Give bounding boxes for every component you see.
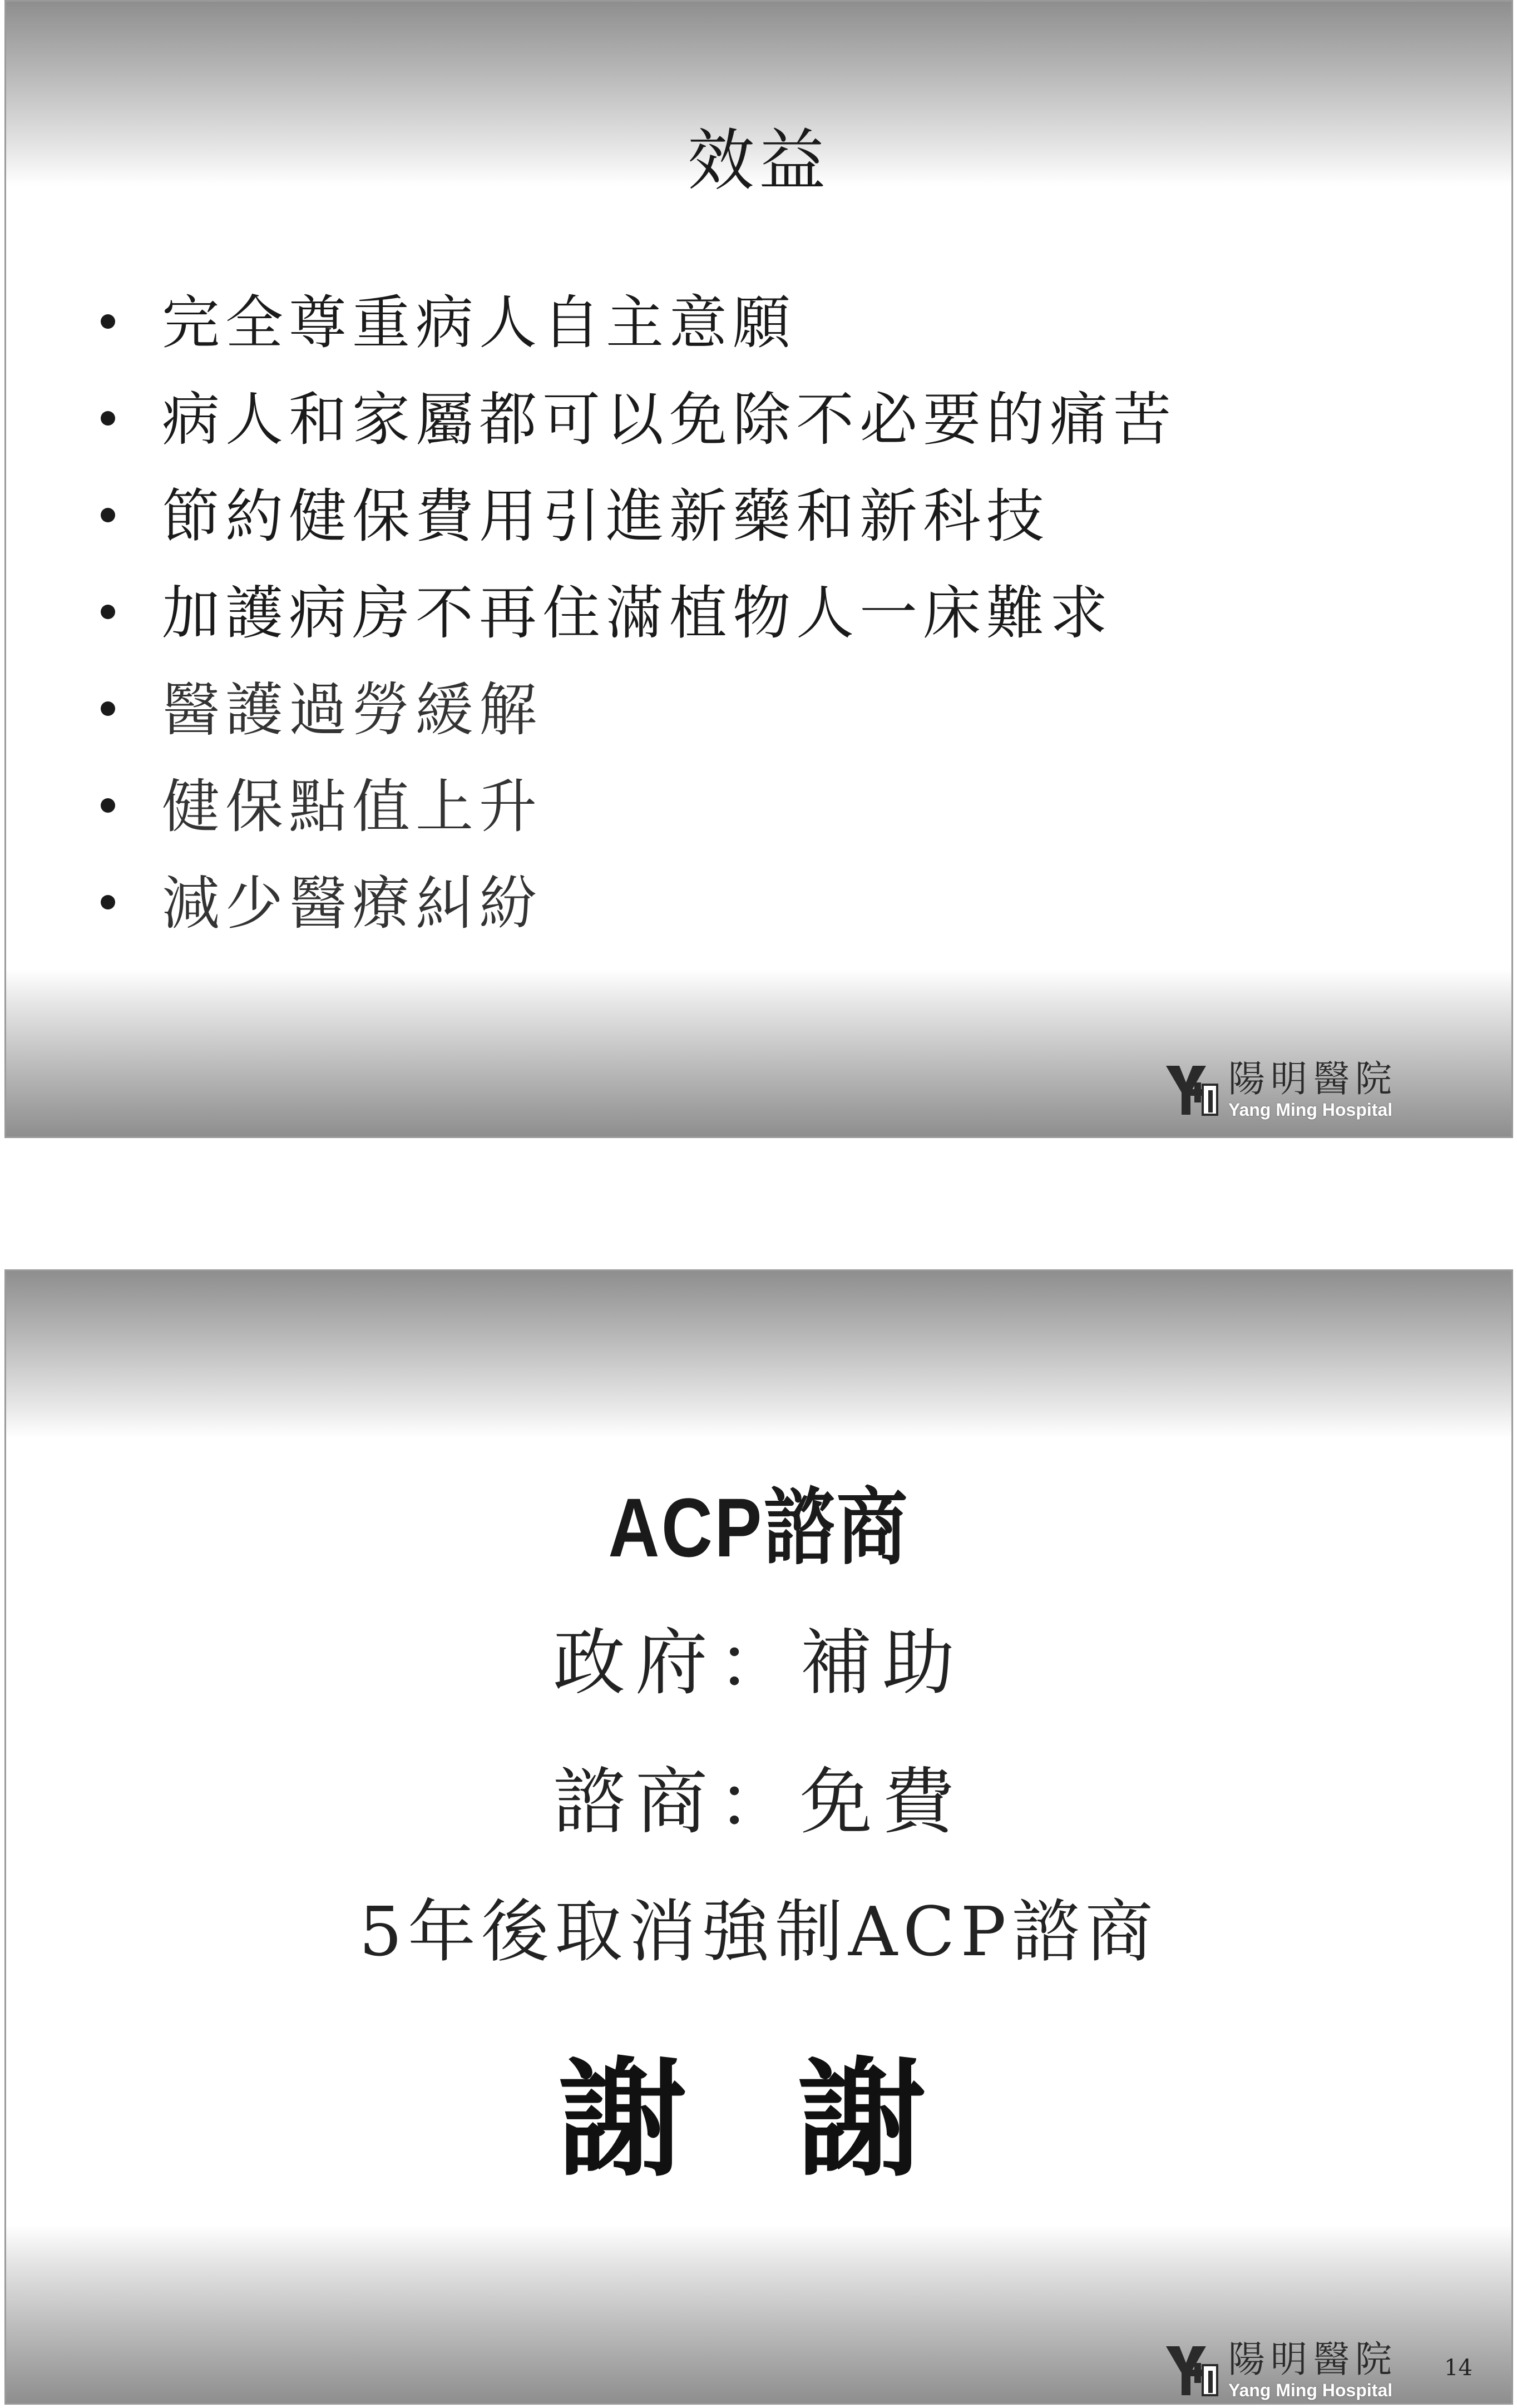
bullet-icon	[101, 605, 115, 619]
list-item	[101, 758, 1177, 855]
bullet-icon	[101, 508, 115, 522]
hospital-logo-icon	[1163, 2341, 1220, 2399]
slide-benefits	[4, 0, 1513, 1138]
bullet-icon	[101, 701, 115, 716]
policy-line: 5年後取消強制ACP諮商	[359, 1892, 1159, 1971]
bullet-icon	[101, 314, 115, 329]
thank-you-text: 謝 謝	[558, 2046, 960, 2194]
government-subsidy-line: 政府：補助	[552, 1620, 965, 1705]
logo-text	[1228, 1059, 1397, 1120]
logo-name-cn: 陽明醫院	[1228, 2338, 1397, 2381]
consultation-fee-line: 諮商：免費	[552, 1759, 965, 1844]
list-item	[101, 855, 1177, 952]
hospital-logo	[1163, 1059, 1397, 1120]
bullet-icon	[101, 895, 115, 909]
list-item-text: 加護病房不再住滿植物人一床難求	[162, 579, 1114, 647]
logo-name-en: Yang Ming Hospital	[1228, 2380, 1393, 2400]
list-item-text: 節約健保費用引進新藥和新科技	[162, 482, 1050, 550]
logo-text	[1228, 2339, 1397, 2400]
bullet-icon	[101, 411, 115, 426]
list-item-text: 病人和家屬都可以免除不必要的痛苦	[162, 385, 1177, 453]
list-item	[101, 274, 1177, 371]
logo-name-en: Yang Ming Hospital	[1228, 1100, 1393, 1120]
list-item-text: 健保點值上升	[162, 773, 543, 840]
list-item	[101, 468, 1177, 565]
logo-name-cn: 陽明醫院	[1228, 1057, 1397, 1100]
benefits-list	[101, 274, 1177, 952]
hospital-logo	[1163, 2339, 1397, 2400]
list-item-text: 完全尊重病人自主意願	[162, 289, 797, 357]
bullet-icon	[101, 798, 115, 813]
page-number: 14	[1444, 2355, 1472, 2381]
slide-title: 效益	[688, 122, 830, 200]
slide-title: ACP諮商	[608, 1481, 910, 1574]
list-item-text: 減少醫療糾紛	[162, 869, 543, 937]
top-gradient-band	[6, 1271, 1511, 1438]
list-item	[101, 371, 1177, 468]
list-item	[101, 661, 1177, 758]
list-item-text: 醫護過勞緩解	[162, 676, 543, 744]
list-item	[101, 565, 1177, 661]
hospital-logo-icon	[1163, 1060, 1220, 1118]
slide-acp-consultation	[4, 1269, 1513, 2405]
